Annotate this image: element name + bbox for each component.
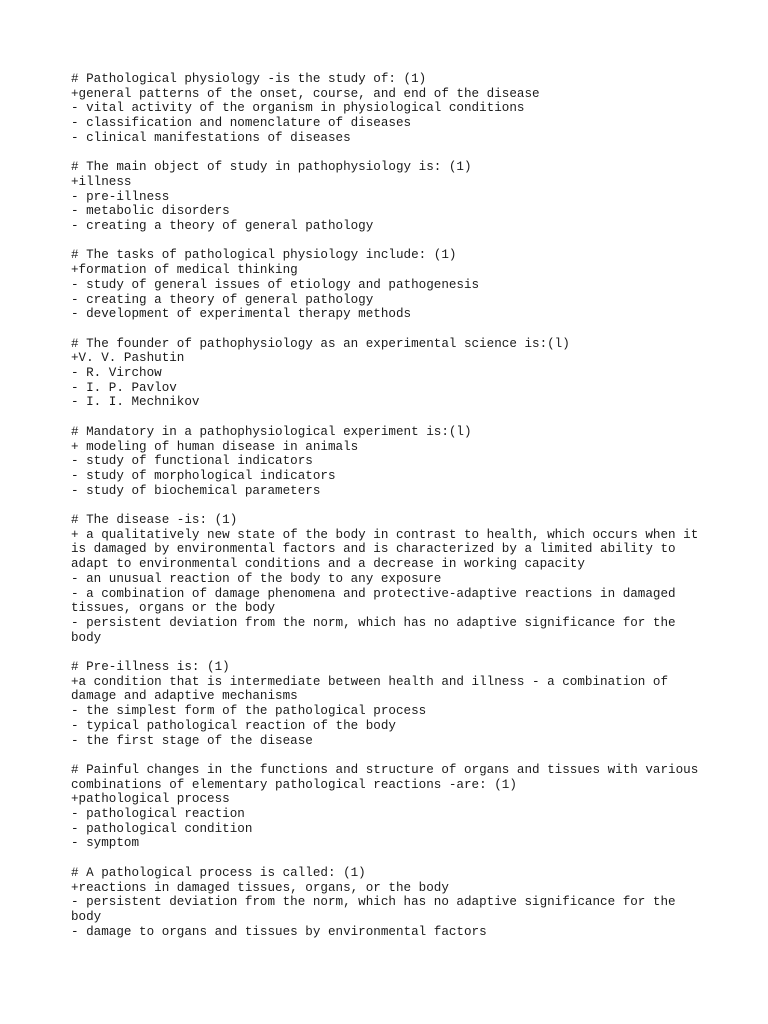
answer-option: - creating a theory of general pathology — [71, 292, 374, 307]
question-text: # The main object of study in pathophysiology is: (1) — [71, 160, 472, 175]
answer-option: - development of experimental therapy methods — [71, 307, 412, 322]
question-1 — [71, 72, 751, 146]
correct-answer: +V. V. Pashutin — [71, 351, 185, 366]
question-text: # The founder of pathophysiology as an experimental science is:(l) — [71, 336, 570, 351]
question-7 — [71, 660, 751, 748]
answer-option: - an unusual reaction of the body to any exposure — [71, 571, 442, 586]
document-page — [71, 72, 751, 954]
question-6 — [71, 513, 751, 645]
answer-option: - pathological condition — [71, 821, 253, 836]
answer-option: - pathological reaction — [71, 807, 245, 822]
answer-option: - typical pathological reaction of the body — [71, 718, 396, 733]
answer-option: - a combination of damage phenomena and protective-adaptive reactions in damaged tissues, organs or the body — [71, 586, 676, 616]
correct-answer: +reactions in damaged tissues, organs, or the body — [71, 880, 449, 895]
correct-answer: +formation of medical thinking — [71, 263, 298, 278]
question-2 — [71, 160, 751, 234]
answer-option: - I. I. Mechnikov — [71, 395, 200, 410]
question-text: # Mandatory in a pathophysiological experiment is:(l) — [71, 424, 472, 439]
question-9 — [71, 866, 751, 940]
answer-option: - R. Virchow — [71, 366, 162, 381]
answer-option: - creating a theory of general pathology — [71, 219, 374, 234]
correct-answer: + a qualitatively new state of the body in contrast to health, which occurs when it is damaged by environmental factors and is characterized by a limited ability to adapt to environmental conditions and a decrease in working capacity — [71, 527, 699, 572]
answer-option: - persistent deviation from the norm, which has no adaptive significance for the body — [71, 895, 676, 924]
answer-option: - vital activity of the organism in physiological conditions — [71, 101, 525, 116]
question-4 — [71, 337, 751, 411]
answer-option: - the first stage of the disease — [71, 733, 313, 748]
question-text: # Pre-illness is: (1) — [71, 660, 230, 675]
question-3 — [71, 248, 751, 322]
question-text: # Painful changes in the functions and structure of organs and tissues with various combinations of elementary pathological reactions -are: (1) — [71, 762, 699, 792]
answer-option: - the simplest form of the pathological process — [71, 704, 427, 719]
correct-answer: +pathological process — [71, 792, 230, 807]
answer-option: - damage to organs and tissues by environmental factors — [71, 924, 487, 939]
correct-answer: +a condition that is intermediate between health and illness - a combination of damage and adaptive mechanisms — [71, 674, 669, 704]
answer-option: - clinical manifestations of diseases — [71, 130, 351, 145]
question-text: # The tasks of pathological physiology include: (1) — [71, 248, 457, 263]
answer-option: - classification and nomenclature of diseases — [71, 116, 412, 131]
answer-option: - pre-illness — [71, 189, 170, 204]
question-5 — [71, 425, 751, 499]
question-text: # A pathological process is called: (1) — [71, 865, 366, 880]
answer-option: - I. P. Pavlov — [71, 380, 177, 395]
question-8 — [71, 763, 751, 851]
answer-option: - study of biochemical parameters — [71, 483, 321, 498]
question-text: # The disease -is: (1) — [71, 513, 238, 528]
answer-option: - study of general issues of etiology and pathogenesis — [71, 277, 480, 292]
answer-option: - study of morphological indicators — [71, 468, 336, 483]
answer-option: - persistent deviation from the norm, which has no adaptive significance for the body — [71, 615, 676, 645]
answer-option: - symptom — [71, 836, 140, 851]
correct-answer: + modeling of human disease in animals — [71, 439, 359, 454]
answer-option: - metabolic disorders — [71, 204, 230, 219]
correct-answer: +general patterns of the onset, course, and end of the disease — [71, 86, 540, 101]
question-text: # Pathological physiology -is the study of: (1) — [71, 72, 427, 86]
correct-answer: +illness — [71, 174, 132, 189]
answer-option: - study of functional indicators — [71, 454, 313, 469]
